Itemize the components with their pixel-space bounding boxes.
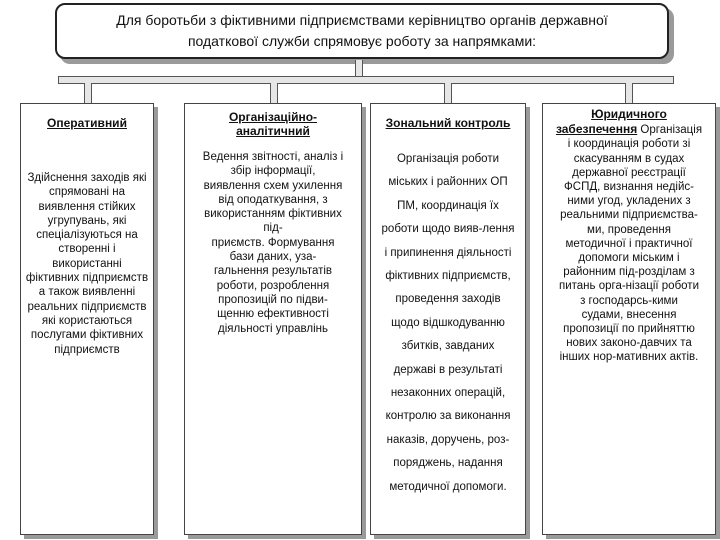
column-body: Організація роботи міських і районних ОП ПМ, координація їх роботи щодо вияв-лення і припинення діяльності фіктивних підприємств, проведення заходів щодо відшкодуванню збитків, завданих державі в результаті незаконних операцій, контролю за виконання наказів, доручень, роз- поряджень, надання методичної допомоги. <box>381 153 515 493</box>
column-body: Організація і координація роботи зі скасуванням в судах державної реєстрації ФСПД, визнання недійс- ними угод, укладених з реальними підприємства- ми, проведення методичної і практичної допомоги міським і районним під-розділам з питань орга-нізації роботи з господарсь-кими судами, внесення пропозиції по прийняттю нових законо-давчих та інших нор-мативних актів. <box>559 124 703 364</box>
column-title: Юридичного забезпечення <box>555 107 667 137</box>
header-text: Для боротьби з фіктивними підприємствами керівництво органів державної податкової служби спрямовує роботу за напрямками: <box>116 12 608 49</box>
connector-drop-1 <box>84 83 92 103</box>
column-organizational-analytical <box>184 103 362 535</box>
column-legal-support <box>542 103 716 535</box>
column-operational <box>20 103 154 535</box>
column-title: Зональний контроль <box>385 116 511 130</box>
column-title: Оперативний <box>47 116 127 130</box>
column-title: Організаційно- аналітичний <box>228 110 318 138</box>
connector-drop-3 <box>444 83 452 103</box>
column-body: Здійснення заходів які спрямовані на виявлення стійких угрупувань, які спеціалізуються на створенні і використанні фіктивних підприємств а також виявленні реальних підприємств які користаються послугами фіктивних підприємств <box>25 172 149 356</box>
connector-bar <box>58 76 674 84</box>
column-body: Ведення звітності, аналіз і збір інформації, виявлення схем ухилення від оподаткування, з використанням фіктивних під- приємств. Формування бази даних, уза- гальнення результатів роботи, розроблення пропозицій по підви- щенню ефективності діяльності управлінь <box>202 151 344 335</box>
column-zonal-control <box>370 103 526 535</box>
connector-drop-4 <box>625 83 633 103</box>
connector-drop-2 <box>270 83 278 103</box>
column-content <box>543 104 715 365</box>
header-box <box>55 3 669 59</box>
